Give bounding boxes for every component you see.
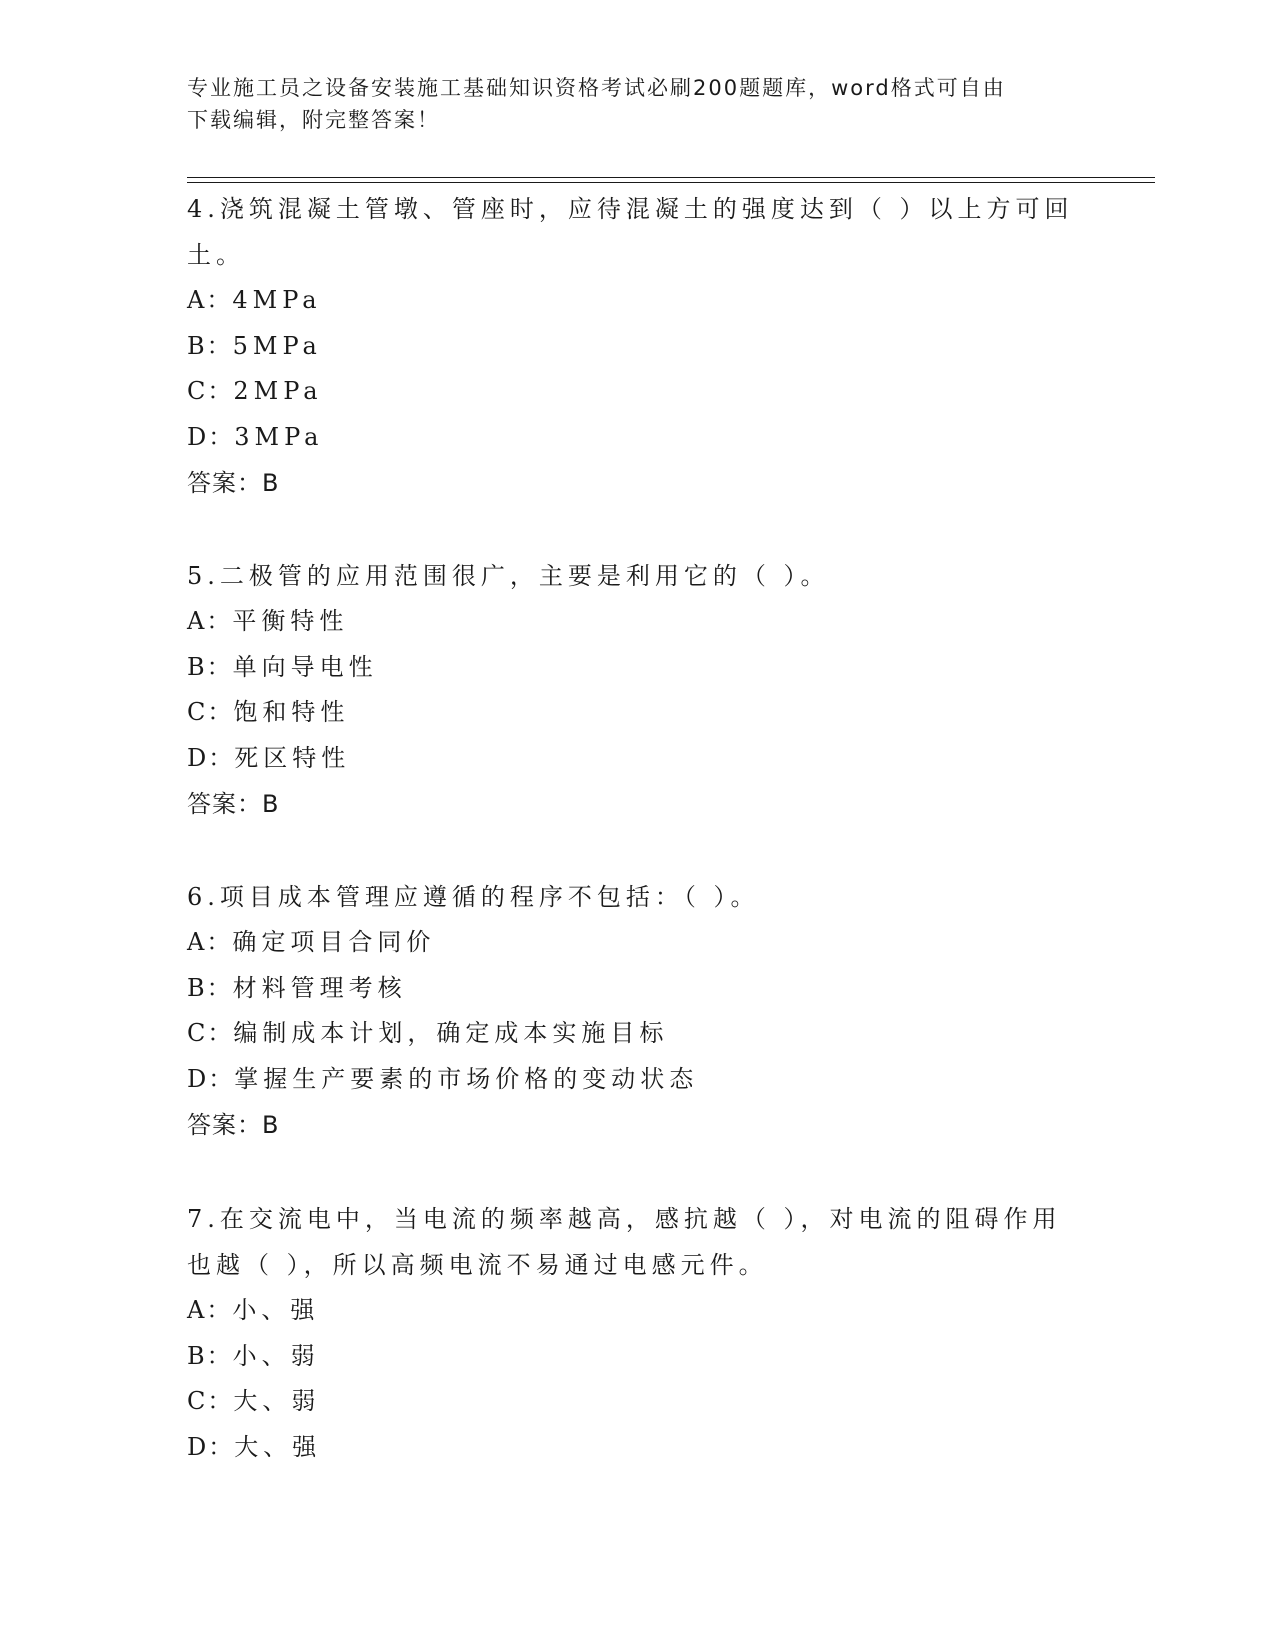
question-stem: 5.二极管的应用范围很广，主要是利用它的（ ）。 <box>187 562 830 590</box>
option-d: D：死区特性 <box>187 743 351 772</box>
header-divider-top <box>187 177 1155 178</box>
option-b: B：材料管理考核 <box>187 973 407 1002</box>
option-a: A：确定项目合同价 <box>187 928 436 956</box>
option-a: A：小、强 <box>187 1296 320 1324</box>
answer: 答案：B <box>187 469 280 497</box>
question-stem: 4.浇筑混凝土管墩、管座时，应待混凝土的强度达到（ ）以上方可回土。 <box>187 195 1074 269</box>
option-d: D：3MPa <box>187 422 324 451</box>
option-c: C：2MPa <box>187 377 323 405</box>
option-d: D：掌握生产要素的市场价格的变动状态 <box>187 1064 699 1093</box>
document-header <box>187 72 1077 136</box>
answer: 答案：B <box>187 790 280 818</box>
option-b: B：5MPa <box>187 331 322 360</box>
option-a: A：4MPa <box>187 286 322 314</box>
header-divider-bottom <box>187 182 1155 183</box>
option-d: D：大、强 <box>187 1432 322 1461</box>
option-c: C：编制成本计划，确定成本实施目标 <box>187 1019 669 1047</box>
header-line-2: 下载编辑，附完整答案！ <box>187 108 440 132</box>
question-6 <box>187 874 1087 1148</box>
option-c: C：大、弱 <box>187 1387 321 1415</box>
question-7 <box>187 1196 1087 1470</box>
question-4 <box>187 186 1087 506</box>
question-stem: 7.在交流电中，当电流的频率越高，感抗越（ ），对电流的阻碍作用也越（ ），所以高频电流不易通过电感元件。 <box>187 1205 1062 1279</box>
option-c: C：饱和特性 <box>187 698 350 726</box>
option-b: B：小、弱 <box>187 1341 320 1370</box>
option-b: B：单向导电性 <box>187 652 378 681</box>
question-stem: 6.项目成本管理应遵循的程序不包括：（ ）。 <box>187 883 760 911</box>
header-line-1: 专业施工员之设备安装施工基础知识资格考试必刷200题题库，word格式可自由 <box>187 76 1006 100</box>
answer: 答案：B <box>187 1111 280 1139</box>
option-a: A：平衡特性 <box>187 607 349 635</box>
question-5 <box>187 553 1087 827</box>
